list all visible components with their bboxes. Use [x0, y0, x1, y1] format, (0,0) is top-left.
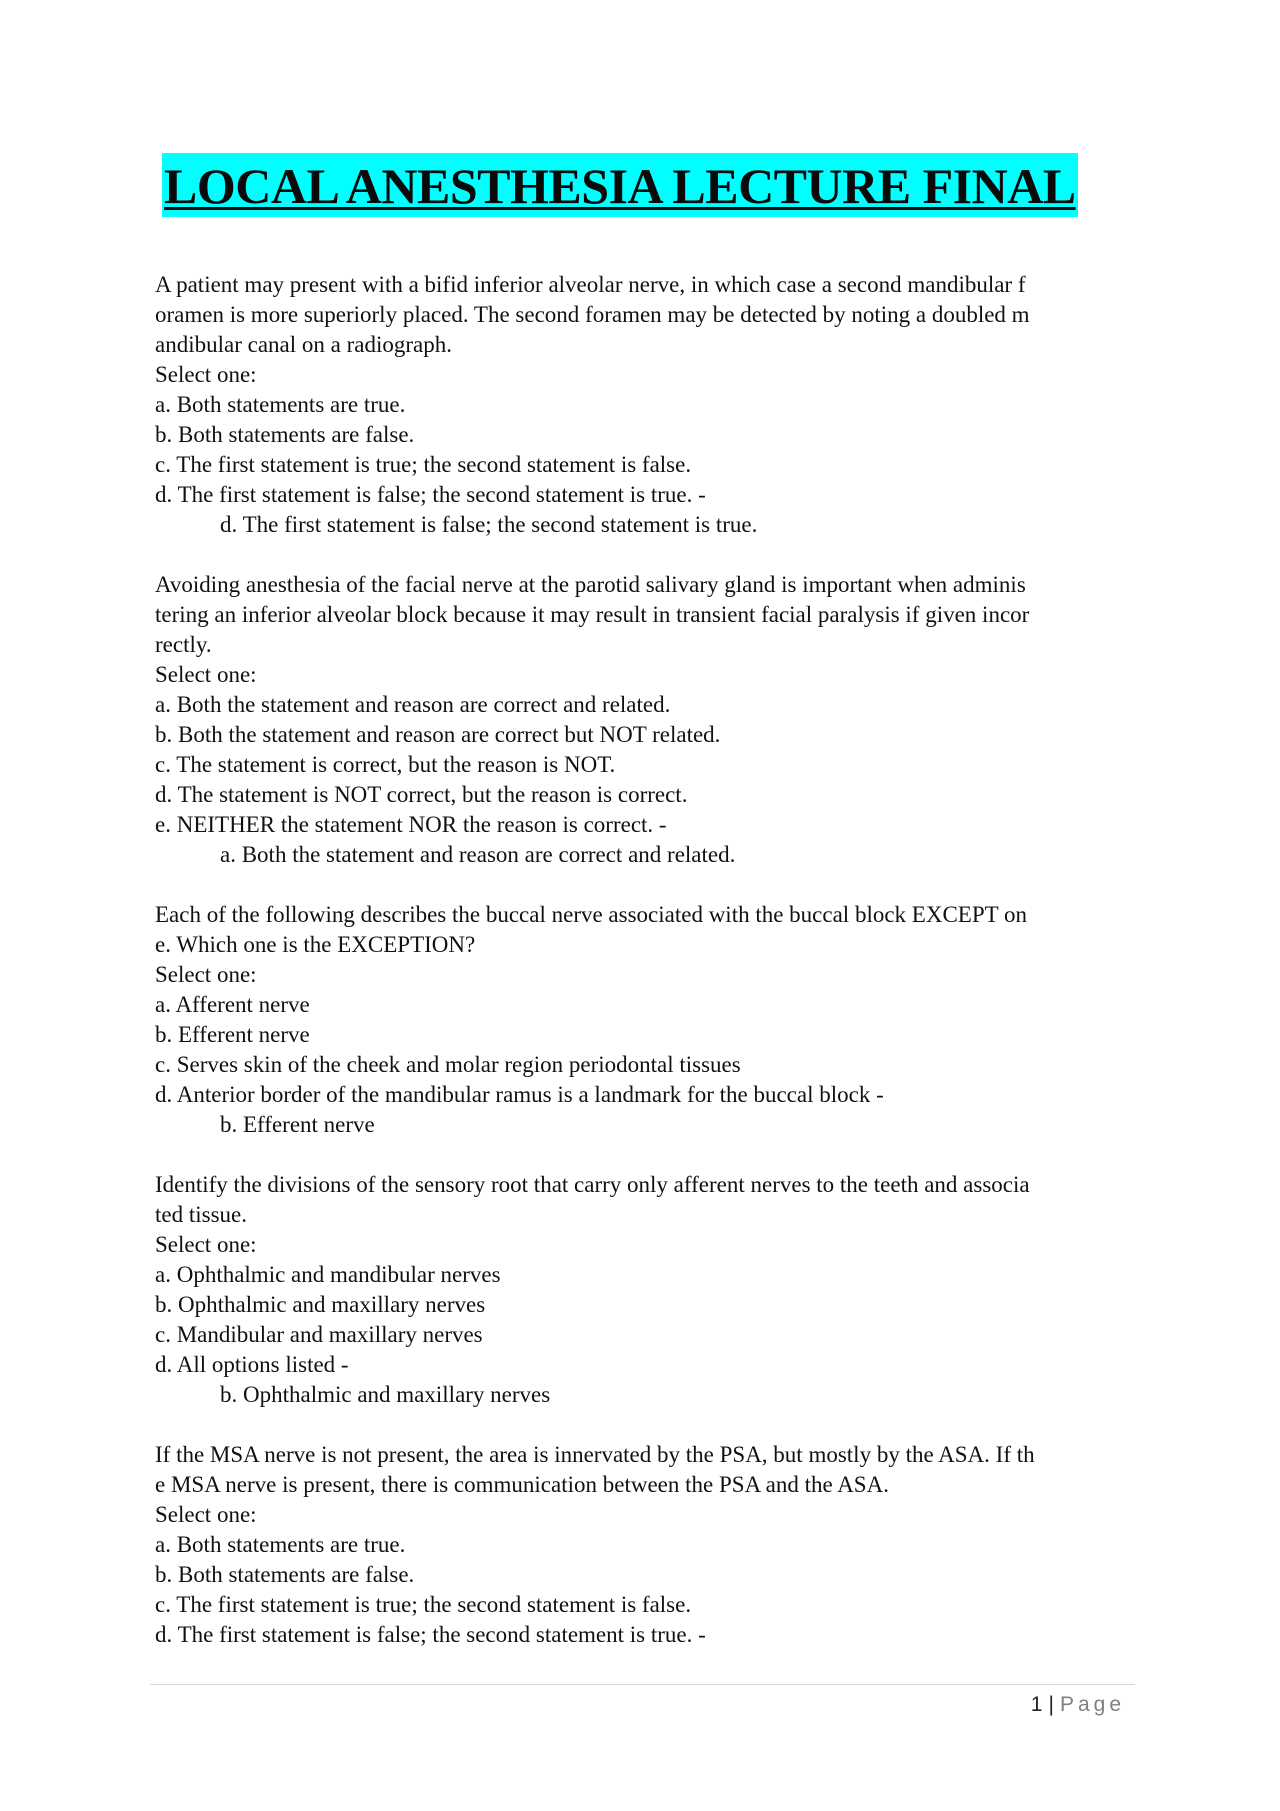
answer-option: b. Both the statement and reason are correct but NOT related.: [155, 722, 721, 747]
page-label: Page: [1059, 1693, 1125, 1716]
select-prompt: Select one:: [155, 662, 257, 687]
title-block: [162, 153, 1078, 219]
answer-option: e. NEITHER the statement NOR the reason is correct. -: [155, 812, 667, 837]
select-prompt: Select one:: [155, 1232, 257, 1257]
question-stem-line: Each of the following describes the buccal nerve associated with the buccal block EXCEPT on: [155, 902, 1028, 927]
question-stem-line: oramen is more superiorly placed. The second foramen may be detected by noting a doubled m: [155, 302, 1030, 327]
answer-option: b. Both statements are false.: [155, 1562, 415, 1587]
answer-option: d. The first statement is false; the second statement is true. -: [155, 482, 706, 507]
question-stem-line: rectly.: [155, 632, 212, 657]
question-list: [155, 270, 1130, 1680]
select-prompt: Select one:: [155, 962, 257, 987]
answer-option: a. Both statements are true.: [155, 392, 406, 417]
question-stem-line: e MSA nerve is present, there is communication between the PSA and the ASA.: [155, 1472, 889, 1497]
answer-option: a. Both the statement and reason are correct and related.: [155, 692, 671, 717]
question-stem-line: ted tissue.: [155, 1202, 247, 1227]
question-stem-line: Identify the divisions of the sensory root that carry only afferent nerves to the teeth and associa: [155, 1172, 1030, 1197]
select-prompt: Select one:: [155, 362, 257, 387]
question-block: [155, 270, 1130, 540]
page-number: 1: [1030, 1693, 1043, 1716]
answer-option: d. The statement is NOT correct, but the reason is correct.: [155, 782, 688, 807]
question-stem-line: A patient may present with a bifid inferior alveolar nerve, in which case a second mandibular f: [155, 272, 1026, 297]
footer-divider: [150, 1684, 1135, 1685]
correct-answer: d. The first statement is false; the second statement is true.: [220, 512, 758, 537]
question-stem-line: e. Which one is the EXCEPTION?: [155, 932, 476, 957]
answer-option: c. Serves skin of the cheek and molar region periodontal tissues: [155, 1052, 741, 1077]
answer-option: c. The first statement is true; the second statement is false.: [155, 1592, 692, 1617]
question-stem-line: If the MSA nerve is not present, the area is innervated by the PSA, but mostly by the ASA. If th: [155, 1442, 1035, 1467]
answer-option: a. Afferent nerve: [155, 992, 310, 1017]
question-stem-line: tering an inferior alveolar block because it may result in transient facial paralysis if given incor: [155, 602, 1030, 627]
answer-option: c. Mandibular and maxillary nerves: [155, 1322, 483, 1347]
answer-option: b. Both statements are false.: [155, 422, 415, 447]
select-prompt: Select one:: [155, 1502, 257, 1527]
correct-answer: b. Ophthalmic and maxillary nerves: [220, 1382, 551, 1407]
question-block: [155, 1170, 1130, 1410]
question-stem-line: Avoiding anesthesia of the facial nerve at the parotid salivary gland is important when adminis: [155, 572, 1026, 597]
answer-option: c. The first statement is true; the second statement is false.: [155, 452, 692, 477]
question-block: [155, 570, 1130, 870]
answer-option: b. Efferent nerve: [155, 1022, 310, 1047]
answer-option: d. Anterior border of the mandibular ramus is a landmark for the buccal block -: [155, 1082, 884, 1107]
answer-option: d. All options listed -: [155, 1352, 349, 1377]
answer-option: a. Both statements are true.: [155, 1532, 406, 1557]
question-block: [155, 1440, 1130, 1650]
document-title: LOCAL ANESTHESIA LECTURE FINAL: [162, 153, 1078, 217]
answer-option: b. Ophthalmic and maxillary nerves: [155, 1292, 486, 1317]
page-footer: [1031, 1690, 1125, 1720]
correct-answer: b. Efferent nerve: [220, 1112, 375, 1137]
question-stem-line: andibular canal on a radiograph.: [155, 332, 452, 357]
answer-option: a. Ophthalmic and mandibular nerves: [155, 1262, 501, 1287]
correct-answer: a. Both the statement and reason are correct and related.: [220, 842, 736, 867]
answer-option: c. The statement is correct, but the reason is NOT.: [155, 752, 616, 777]
footer-separator: |: [1048, 1693, 1054, 1716]
answer-option: d. The first statement is false; the second statement is true. -: [155, 1622, 706, 1647]
question-block: [155, 900, 1130, 1140]
